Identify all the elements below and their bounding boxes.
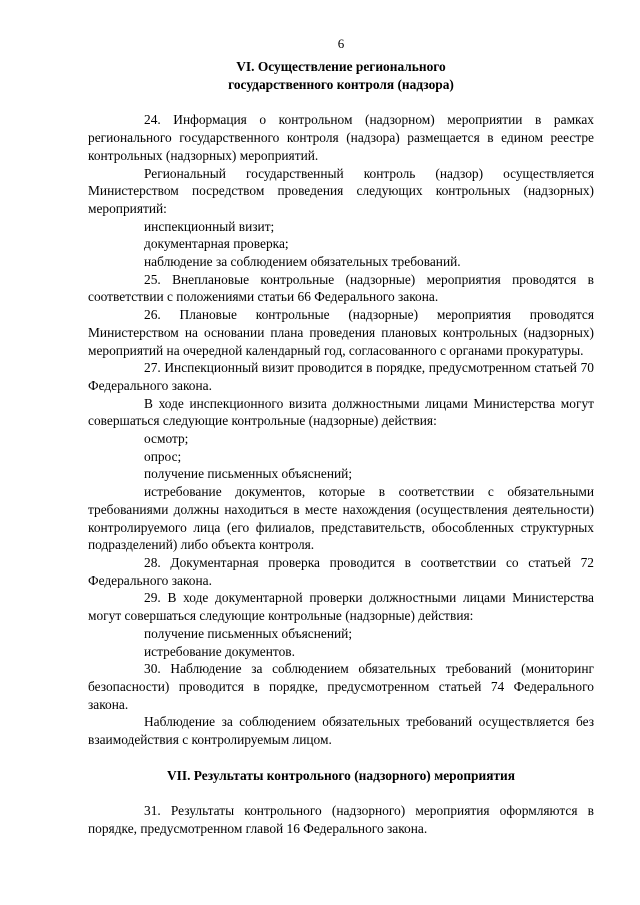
paragraph-inspection-actions: В ходе инспекционного визита должностными лицами Министерства могут совершаться следующие контрольные (надзорные) действия: (88, 395, 594, 429)
paragraph-26: 26. Плановые контрольные (надзорные) мероприятия проводятся Министерством на основании плана проведения плановых контрольных (надзорных) мероприятий на очередной календарный год, согласованного с органами прокуратуры. (88, 307, 594, 358)
document-page (88, 36, 594, 838)
paragraph-control-intro: Региональный государственный контроль (надзор) осуществляется Министерством посредством проведения следующих контрольных (надзорных) мероприятий: (88, 165, 594, 216)
section-7-body (88, 802, 594, 837)
section-7-title: VII. Результаты контрольного (надзорного) мероприятия (167, 767, 515, 783)
paragraph-27: 27. Инспекционный визит проводится в порядке, предусмотренном статьей 70 Федерального закона. (88, 360, 594, 393)
paragraph-29: 29. В ходе документарной проверки должностными лицами Министерства могут совершаться следующие контрольные (надзорные) действия: (88, 590, 594, 624)
section-6-title (88, 58, 594, 93)
page-number: 6 (337, 36, 345, 51)
list-item-written-explanations-2: получение письменных объяснений; (144, 625, 353, 641)
list-item-document-request-long: истребование документов, которые в соответствии с обязательными требованиями должны находиться в месте нахождения (осуществления деятельности) контролируемого лица (его филиалов, представительств, обособленных структурных подразделений) либо объекта контроля. (88, 484, 594, 553)
paragraph-30: 30. Наблюдение за соблюдением обязательных требований (мониторинг безопасности) проводится в порядке, предусмотренном статьей 74 Федерального закона. (88, 661, 594, 712)
list-item-examination: осмотр; (144, 431, 189, 447)
list-item-written-explanations: получение письменных объяснений; (144, 466, 353, 482)
section-6-title-line-1: VI. Осуществление регионального (236, 59, 446, 74)
paragraph-observation-note: Наблюдение за соблюдением обязательных требований осуществляется без взаимодействия с контролируемым лицом. (88, 714, 594, 748)
paragraph-31: 31. Результаты контрольного (надзорного) мероприятия оформляются в порядке, предусмотренном главой 16 Федерального закона. (88, 803, 594, 837)
paragraph-24: 24. Информация о контрольном (надзорном) мероприятии в рамках регионального государственного контроля (надзора) размещается в едином реестре контрольных (надзорных) мероприятий. (88, 112, 594, 163)
list-item-observation: наблюдение за соблюдением обязательных требований. (144, 254, 461, 270)
list-item-documentary-check: документарная проверка; (144, 236, 289, 252)
list-item-document-request: истребование документов. (144, 643, 295, 659)
section-6-body (88, 111, 594, 748)
paragraph-25: 25. Внеплановые контрольные (надзорные) мероприятия проводятся в соответствии с положениями статьи 66 Федерального закона. (88, 271, 594, 305)
section-6-title-line-2: государственного контроля (надзора) (228, 76, 454, 92)
list-item-inspection-visit: инспекционный визит; (144, 218, 275, 234)
list-item-interview: опрос; (144, 448, 182, 464)
paragraph-28: 28. Документарная проверка проводится в соответствии со статьей 72 Федерального закона. (88, 554, 594, 588)
